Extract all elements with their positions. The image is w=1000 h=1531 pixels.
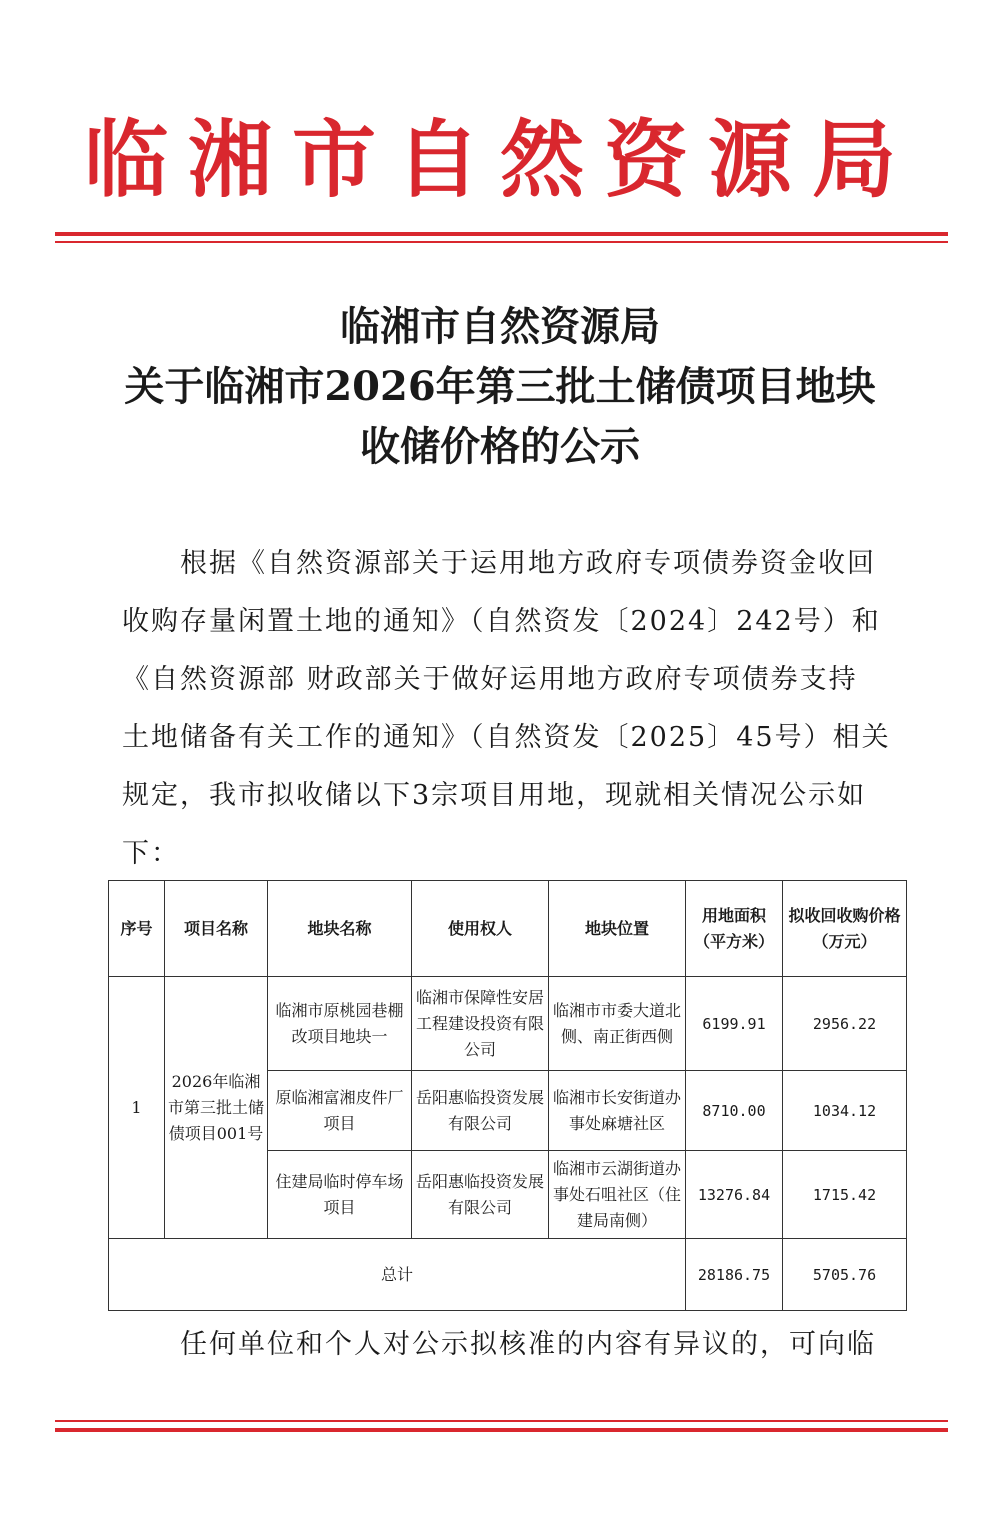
cell-location: 临湘市云湖街道办事处石咀社区（住建局南侧）	[549, 1151, 686, 1239]
cell-price: 1034.12	[783, 1071, 907, 1151]
body-line: 《自然资源部 财政部关于做好运用地方政府专项债券支持	[122, 664, 858, 695]
cell-parcel: 住建局临时停车场项目	[268, 1151, 412, 1239]
land-price-table	[108, 880, 907, 1311]
header-parcel: 地块名称	[268, 881, 412, 977]
closing-paragraph: 任何单位和个人对公示拟核准的内容有异议的，可向临	[180, 1329, 876, 1360]
cell-location: 临湘市市委大道北侧、南正街西侧	[549, 977, 686, 1071]
letterhead-rule-bottom	[55, 241, 948, 243]
cell-area: 8710.00	[686, 1071, 783, 1151]
title-line-2: 关于临湘市2026年第三批土储债项目地块	[124, 363, 876, 410]
cell-total-area: 28186.75	[686, 1239, 783, 1311]
table-row	[109, 977, 907, 1071]
cell-price: 2956.22	[783, 977, 907, 1071]
header-location: 地块位置	[549, 881, 686, 977]
body-line: 根据《自然资源部关于运用地方政府专项债券资金收回	[180, 548, 876, 579]
cell-total-label: 总计	[109, 1239, 686, 1311]
body-line: 收购存量闲置土地的通知》（自然资发〔2024〕242号）和	[122, 606, 881, 637]
cell-area: 6199.91	[686, 977, 783, 1071]
cell-parcel: 临湘市原桃园巷棚改项目地块一	[268, 977, 412, 1071]
body-paragraph	[122, 535, 894, 883]
table-total-row	[109, 1239, 907, 1311]
cell-area: 13276.84	[686, 1151, 783, 1239]
cell-seq: 1	[109, 977, 165, 1239]
header-seq: 序号	[109, 881, 165, 977]
header-price: 拟收回收购价格（万元）	[783, 881, 907, 977]
title-line-3: 收储价格的公示	[360, 423, 640, 470]
body-line: 规定，我市拟收储以下3宗项目用地，现就相关情况公示如	[122, 780, 867, 811]
header-owner: 使用权人	[412, 881, 549, 977]
title-line-1: 临湘市自然资源局	[340, 303, 660, 350]
header-project: 项目名称	[165, 881, 268, 977]
letterhead-org-name: 临湘市自然资源局	[83, 111, 916, 209]
cell-location: 临湘市长安街道办事处麻塘社区	[549, 1071, 686, 1151]
footer-rule-bottom	[55, 1428, 948, 1432]
body-line: 土地储备有关工作的通知》（自然资发〔2025〕45号）相关	[122, 722, 891, 753]
letterhead-rule-top	[55, 232, 948, 236]
footer-rule-top	[55, 1420, 948, 1422]
cell-total-price: 5705.76	[783, 1239, 907, 1311]
cell-parcel: 原临湘富湘皮件厂项目	[268, 1071, 412, 1151]
cell-project: 2026年临湘市第三批土储债项目001号	[165, 977, 268, 1239]
cell-owner: 岳阳惠临投资发展有限公司	[412, 1151, 549, 1239]
cell-owner: 临湘市保障性安居工程建设投资有限公司	[412, 977, 549, 1071]
cell-owner: 岳阳惠临投资发展有限公司	[412, 1071, 549, 1151]
body-line: 下：	[122, 838, 180, 869]
header-area: 用地面积（平方米）	[686, 881, 783, 977]
table-header-row	[109, 881, 907, 977]
cell-price: 1715.42	[783, 1151, 907, 1239]
